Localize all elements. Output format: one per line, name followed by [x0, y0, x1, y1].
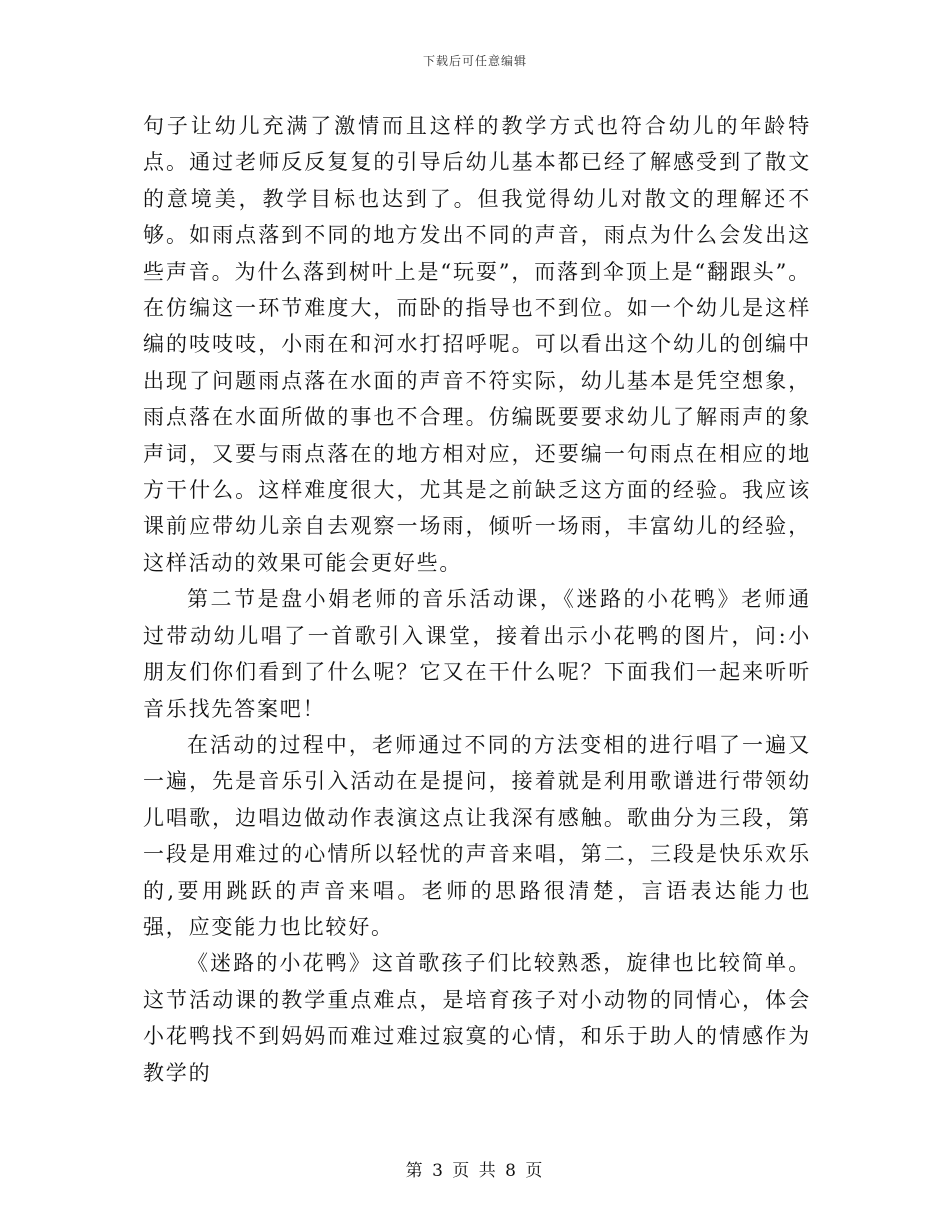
page-number: 第 3 页 共 8 页	[405, 1161, 545, 1181]
paragraph-continued: 句子让幼儿充满了激情而且这样的教学方式也符合幼儿的年龄特点。通过老师反反复复的引导后幼儿基本都已经了解感受到了散文的意境美，教学目标也达到了。但我觉得幼儿对散文的理解还不够。如雨点落到不同的地方发出不同的声音，雨点为什么会发出这些声音。为什么落到树叶上是“玩耍”，而落到伞顶上是“翻跟头”。在仿编这一环节难度大，而卧的指导也不到位。如一个幼儿是这样编的吱吱吱，小雨在和河水打招呼呢。可以看出这个幼儿的创编中出现了问题雨点落在水面的声音不符实际，幼儿基本是凭空想象，雨点落在水面所做的事也不合理。仿编既要要求幼儿了解雨声的象声词，又要与雨点落在的地方相对应，还要编一句雨点在相应的地方干什么。这样难度很大，尤其是之前缺乏这方面的经验。我应该课前应带幼儿亲自去观察一场雨，倾听一场雨，丰富幼儿的经验，这样活动的效果可能会更好些。	[143, 114, 811, 575]
paragraph-second-lesson: 第二节是盘小娟老师的音乐活动课，《迷路的小花鸭》老师通过带动幼儿唱了一首歌引入课堂，接着出示小花鸭的图片，问:小朋友们你们看到了什么呢？它又在干什么呢？下面我们一起来听听音乐找先答案吧！	[143, 587, 811, 721]
document-body	[143, 108, 811, 1091]
paragraph-song-analysis: 《迷路的小花鸭》这首歌孩子们比较熟悉，旋律也比较简单。这节活动课的教学重点难点，是培育孩子对小动物的同情心，体会小花鸭找不到妈妈而难过难过寂寞的心情，和乐于助人的情感作为教学的	[143, 951, 811, 1085]
paragraph-activity-process: 在活动的过程中，老师通过不同的方法变相的进行唱了一遍又一遍，先是音乐引入活动在是提问，接着就是利用歌谱进行带领幼儿唱歌，边唱边做动作表演这点让我深有感触。歌曲分为三段，第一段是用难过的心情所以轻忧的声音来唱，第二，三段是快乐欢乐的,要用跳跃的声音来唱。老师的思路很清楚，言语表达能力也强，应变能力也比较好。	[143, 732, 811, 939]
page-header-note: 下载后可任意编辑	[422, 54, 527, 68]
